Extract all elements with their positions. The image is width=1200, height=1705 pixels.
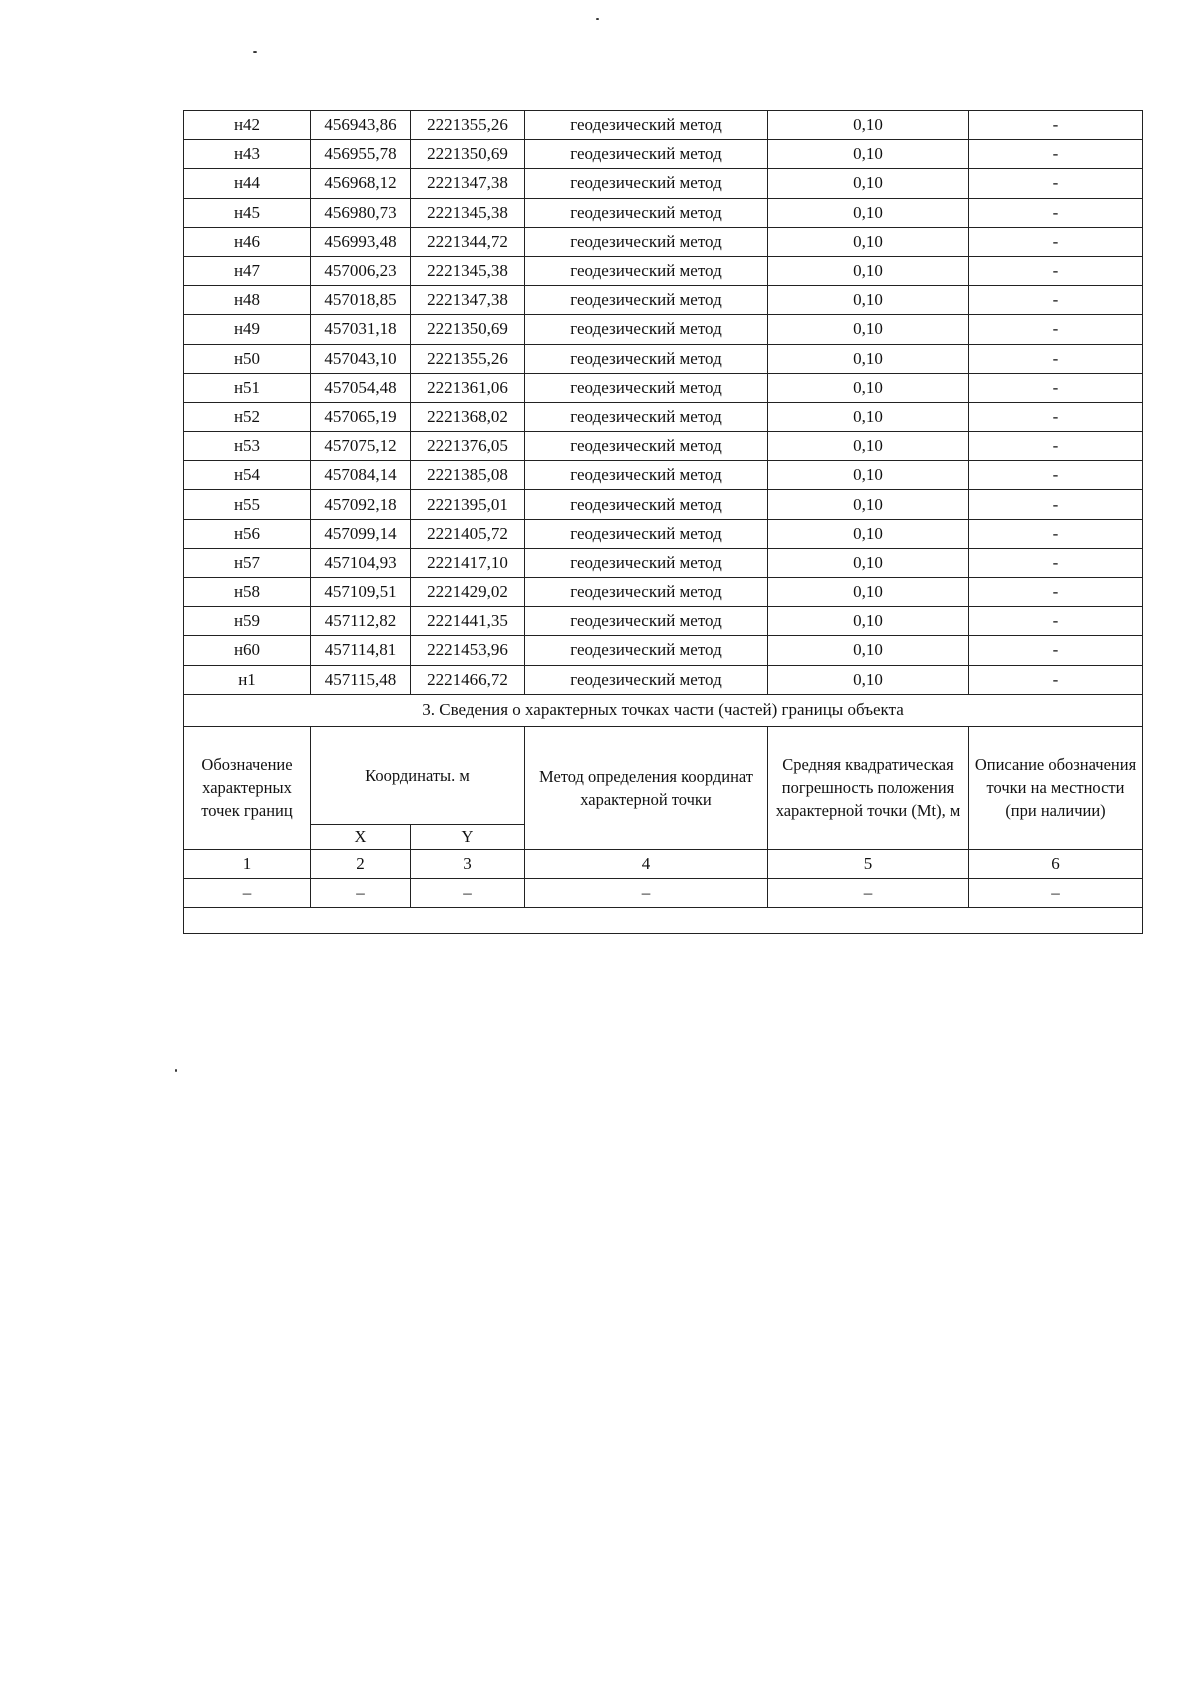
dash-cell: – (525, 878, 768, 907)
mean-square-error-cell: 0,10 (768, 578, 969, 607)
description-cell: - (969, 402, 1143, 431)
point-id-cell: н42 (184, 111, 311, 140)
method-cell: геодезический метод (525, 665, 768, 694)
method-cell: геодезический метод (525, 344, 768, 373)
coord-x-cell: 457065,19 (311, 402, 411, 431)
method-cell: геодезический метод (525, 402, 768, 431)
coord-y-cell: 2221385,08 (411, 461, 525, 490)
description-cell: - (969, 636, 1143, 665)
point-id-cell: н48 (184, 286, 311, 315)
coord-y-cell: 2221347,38 (411, 286, 525, 315)
table-row (184, 607, 1143, 636)
method-cell: геодезический метод (525, 373, 768, 402)
mean-square-error-cell: 0,10 (768, 402, 969, 431)
point-id-cell: н60 (184, 636, 311, 665)
method-cell: геодезический метод (525, 286, 768, 315)
boundary-points-table (183, 110, 1142, 934)
description-cell: - (969, 111, 1143, 140)
column-number: 1 (184, 849, 311, 878)
description-cell: - (969, 169, 1143, 198)
dash-cell: – (969, 878, 1143, 907)
coord-x-cell: 456980,73 (311, 198, 411, 227)
point-id-cell: н59 (184, 607, 311, 636)
table-row (184, 169, 1143, 198)
mean-square-error-cell: 0,10 (768, 111, 969, 140)
method-cell: геодезический метод (525, 315, 768, 344)
coord-y-cell: 2221345,38 (411, 198, 525, 227)
coordinates-table (183, 110, 1143, 934)
coord-y-cell: 2221429,02 (411, 578, 525, 607)
column-number: 3 (411, 849, 525, 878)
description-cell: - (969, 607, 1143, 636)
coord-x-cell: 457084,14 (311, 461, 411, 490)
mean-square-error-cell: 0,10 (768, 490, 969, 519)
mean-square-error-cell: 0,10 (768, 665, 969, 694)
dash-cell: – (184, 878, 311, 907)
mean-square-error-cell: 0,10 (768, 286, 969, 315)
description-cell: - (969, 519, 1143, 548)
points-rows (184, 111, 1143, 695)
method-cell: геодезический метод (525, 111, 768, 140)
header-description: Описание обозначения точки на местности (при наличии) (969, 726, 1143, 849)
table-row (184, 373, 1143, 402)
table-row (184, 344, 1143, 373)
description-cell: - (969, 256, 1143, 285)
coord-x-cell: 457018,85 (311, 286, 411, 315)
method-cell: геодезический метод (525, 578, 768, 607)
coord-x-cell: 457092,18 (311, 490, 411, 519)
mean-square-error-cell: 0,10 (768, 636, 969, 665)
mean-square-error-cell: 0,10 (768, 344, 969, 373)
table-row (184, 111, 1143, 140)
description-cell: - (969, 227, 1143, 256)
table-row (184, 665, 1143, 694)
coord-y-cell: 2221368,02 (411, 402, 525, 431)
table-row (184, 256, 1143, 285)
mean-square-error-cell: 0,10 (768, 169, 969, 198)
coord-x-cell: 457112,82 (311, 607, 411, 636)
header-method: Метод определения координат характерной точки (525, 726, 768, 849)
mean-square-error-cell: 0,10 (768, 461, 969, 490)
point-id-cell: н55 (184, 490, 311, 519)
coord-y-cell: 2221347,38 (411, 169, 525, 198)
blank-cell (184, 907, 1143, 933)
description-cell: - (969, 490, 1143, 519)
description-cell: - (969, 432, 1143, 461)
table-row (184, 636, 1143, 665)
table-row (184, 140, 1143, 169)
coord-x-cell: 457109,51 (311, 578, 411, 607)
coord-x-cell: 456968,12 (311, 169, 411, 198)
dash-cell: – (411, 878, 525, 907)
description-cell: - (969, 578, 1143, 607)
coord-x-cell: 457054,48 (311, 373, 411, 402)
coord-y-cell: 2221355,26 (411, 344, 525, 373)
scan-speck (175, 1069, 177, 1072)
coord-y-cell: 2221417,10 (411, 548, 525, 577)
coord-y-cell: 2221376,05 (411, 432, 525, 461)
table-row (184, 519, 1143, 548)
mean-square-error-cell: 0,10 (768, 315, 969, 344)
table-row (184, 286, 1143, 315)
coord-y-cell: 2221453,96 (411, 636, 525, 665)
method-cell: геодезический метод (525, 256, 768, 285)
point-id-cell: н52 (184, 402, 311, 431)
method-cell: геодезический метод (525, 548, 768, 577)
coord-y-cell: 2221344,72 (411, 227, 525, 256)
blank-row (184, 907, 1143, 933)
mean-square-error-cell: 0,10 (768, 519, 969, 548)
coord-y-cell: 2221405,72 (411, 519, 525, 548)
coord-y-cell: 2221350,69 (411, 315, 525, 344)
mean-square-error-cell: 0,10 (768, 198, 969, 227)
mean-square-error-cell: 0,10 (768, 607, 969, 636)
table-row (184, 461, 1143, 490)
header-y: Y (411, 824, 525, 849)
description-cell: - (969, 344, 1143, 373)
coord-x-cell: 456955,78 (311, 140, 411, 169)
column-number: 2 (311, 849, 411, 878)
method-cell: геодезический метод (525, 519, 768, 548)
point-id-cell: н47 (184, 256, 311, 285)
point-id-cell: н45 (184, 198, 311, 227)
coord-x-cell: 457031,18 (311, 315, 411, 344)
method-cell: геодезический метод (525, 461, 768, 490)
empty-data-row (184, 878, 1143, 907)
point-id-cell: н46 (184, 227, 311, 256)
mean-square-error-cell: 0,10 (768, 432, 969, 461)
section3-title: 3. Сведения о характерных точках части (частей) границы объекта (184, 694, 1143, 726)
scan-speck (253, 51, 257, 53)
header-coordinates: Координаты. м (311, 726, 525, 824)
mean-square-error-cell: 0,10 (768, 373, 969, 402)
point-id-cell: н44 (184, 169, 311, 198)
coord-y-cell: 2221350,69 (411, 140, 525, 169)
scan-speck (596, 18, 599, 20)
point-id-cell: н54 (184, 461, 311, 490)
dash-cell: – (768, 878, 969, 907)
table-row (184, 315, 1143, 344)
description-cell: - (969, 461, 1143, 490)
coord-y-cell: 2221361,06 (411, 373, 525, 402)
header-designation: Обозначение характерных точек границ (184, 726, 311, 849)
method-cell: геодезический метод (525, 432, 768, 461)
point-id-cell: н1 (184, 665, 311, 694)
coord-x-cell: 457114,81 (311, 636, 411, 665)
coord-x-cell: 457104,93 (311, 548, 411, 577)
header-mt: Средняя квадратическая погрешность положения характерной точки (Mt), м (768, 726, 969, 849)
table-row (184, 402, 1143, 431)
coord-x-cell: 457043,10 (311, 344, 411, 373)
method-cell: геодезический метод (525, 607, 768, 636)
point-id-cell: н51 (184, 373, 311, 402)
coord-y-cell: 2221441,35 (411, 607, 525, 636)
point-id-cell: н50 (184, 344, 311, 373)
dash-cell: – (311, 878, 411, 907)
method-cell: геодезический метод (525, 490, 768, 519)
method-cell: геодезический метод (525, 198, 768, 227)
mean-square-error-cell: 0,10 (768, 140, 969, 169)
mean-square-error-cell: 0,10 (768, 256, 969, 285)
section3 (184, 694, 1143, 933)
description-cell: - (969, 140, 1143, 169)
coord-x-cell: 457099,14 (311, 519, 411, 548)
method-cell: геодезический метод (525, 227, 768, 256)
table-row (184, 227, 1143, 256)
coord-x-cell: 457006,23 (311, 256, 411, 285)
mean-square-error-cell: 0,10 (768, 227, 969, 256)
coord-x-cell: 456993,48 (311, 227, 411, 256)
method-cell: геодезический метод (525, 140, 768, 169)
method-cell: геодезический метод (525, 169, 768, 198)
coord-x-cell: 456943,86 (311, 111, 411, 140)
column-number: 4 (525, 849, 768, 878)
method-cell: геодезический метод (525, 636, 768, 665)
point-id-cell: н43 (184, 140, 311, 169)
table-row (184, 432, 1143, 461)
coord-x-cell: 457075,12 (311, 432, 411, 461)
description-cell: - (969, 315, 1143, 344)
table-row (184, 198, 1143, 227)
point-id-cell: н58 (184, 578, 311, 607)
table-row (184, 578, 1143, 607)
point-id-cell: н53 (184, 432, 311, 461)
coord-x-cell: 457115,48 (311, 665, 411, 694)
point-id-cell: н56 (184, 519, 311, 548)
description-cell: - (969, 198, 1143, 227)
description-cell: - (969, 286, 1143, 315)
coord-y-cell: 2221395,01 (411, 490, 525, 519)
column-number: 5 (768, 849, 969, 878)
coord-y-cell: 2221355,26 (411, 111, 525, 140)
description-cell: - (969, 665, 1143, 694)
table-row (184, 548, 1143, 577)
header-x: X (311, 824, 411, 849)
table-row (184, 490, 1143, 519)
column-numbers-row (184, 849, 1143, 878)
column-number: 6 (969, 849, 1143, 878)
point-id-cell: н57 (184, 548, 311, 577)
coord-y-cell: 2221466,72 (411, 665, 525, 694)
coord-y-cell: 2221345,38 (411, 256, 525, 285)
point-id-cell: н49 (184, 315, 311, 344)
description-cell: - (969, 373, 1143, 402)
mean-square-error-cell: 0,10 (768, 548, 969, 577)
description-cell: - (969, 548, 1143, 577)
